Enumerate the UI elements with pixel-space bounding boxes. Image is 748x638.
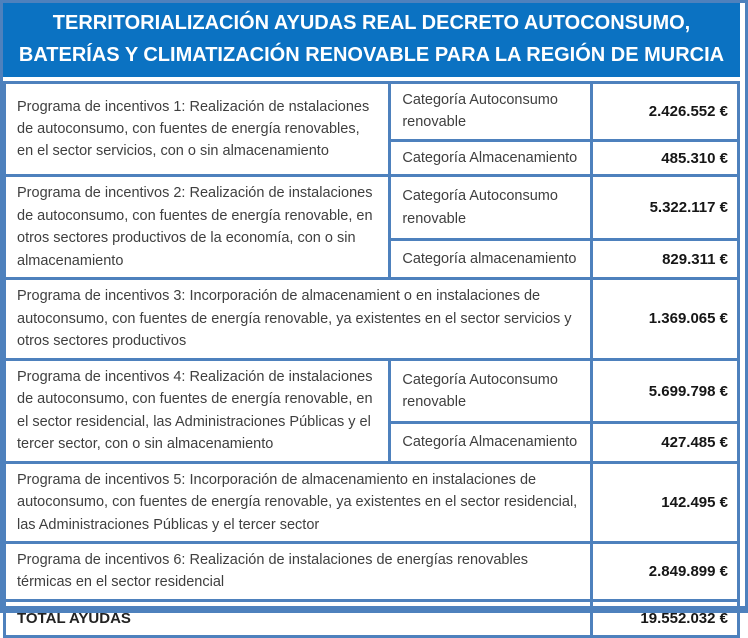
total-row <box>5 600 739 636</box>
table-row <box>5 462 739 542</box>
amount-cell: 2.426.552 € <box>592 83 739 141</box>
table-row <box>5 176 739 240</box>
amount-cell: 2.849.899 € <box>592 542 739 600</box>
amount-cell: 5.322.117 € <box>592 176 739 240</box>
amount-cell: 142.495 € <box>592 462 739 542</box>
table-row <box>5 279 739 359</box>
category-cell: Categoría Autoconsumo renovable <box>390 83 592 141</box>
amount-cell: 5.699.798 € <box>592 359 739 423</box>
amount-cell: 1.369.065 € <box>592 279 739 359</box>
category-cell: Categoría Autoconsumo renovable <box>390 176 592 240</box>
table-row <box>5 83 739 141</box>
aid-table-grid <box>3 81 740 638</box>
program-description-cell: Programa de incentivos 1: Realización de nstalaciones de autoconsumo, con fuentes de energía renovables, en el sector servicios, con o sin almacenamiento <box>5 83 390 176</box>
amount-cell: 485.310 € <box>592 140 739 175</box>
table-row <box>5 359 739 423</box>
amount-cell: 829.311 € <box>592 240 739 279</box>
category-cell: Categoría Almacenamiento <box>390 140 592 175</box>
program-description-cell: Programa de incentivos 2: Realización de instalaciones de autoconsumo, con fuentes de energía renovable, en otros sectores productivos de la economía, con o sin almacenamiento <box>5 176 390 279</box>
table-title-line-1: TERRITORIALIZACIÓN AYUDAS REAL DECRETO AUTOCONSUMO, <box>52 12 691 34</box>
total-label-cell: TOTAL AYUDAS <box>5 600 592 636</box>
category-cell: Categoría almacenamiento <box>390 240 592 279</box>
program-description-cell: Programa de incentivos 3: Incorporación de almacenamient o en instalaciones de autoconsumo, con fuentes de energía renovable, ya existentes en el sector servicios y otros sectores productivos <box>5 279 592 359</box>
program-description-cell: Programa de incentivos 6: Realización de instalaciones de energías renovables térmicas en el sector residencial <box>5 542 592 600</box>
table-row <box>5 542 739 600</box>
table-title <box>3 3 740 77</box>
table-title-line-2: BATERÍAS Y CLIMATIZACIÓN RENOVABLE PARA LA REGIÓN DE MURCIA <box>18 44 725 66</box>
category-cell: Categoría Autoconsumo renovable <box>390 359 592 423</box>
total-amount-cell: 19.552.032 € <box>592 600 739 636</box>
program-description-cell: Programa de incentivos 5: Incorporación de almacenamiento en instalaciones de autoconsumo, con fuentes de energía renovable, ya existentes en el sector residencial, las Administraciones Públicas y el tercer sector <box>5 462 592 542</box>
amount-cell: 427.485 € <box>592 423 739 462</box>
category-cell: Categoría Almacenamiento <box>390 423 592 462</box>
aid-table-body <box>5 83 739 637</box>
program-description-cell: Programa de incentivos 4: Realización de instalaciones de autoconsumo, con fuentes de energía renovable, en el sector residencial, las Administraciones Públicas y el tercer sector, con o sin almacenamiento <box>5 359 390 462</box>
